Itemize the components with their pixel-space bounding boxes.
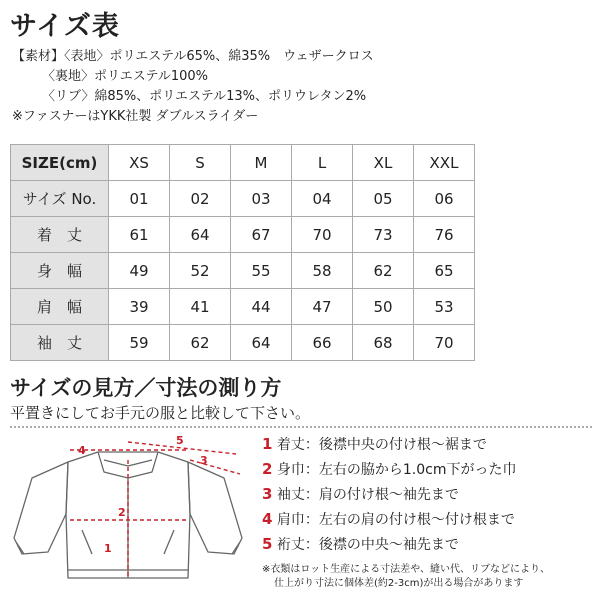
table-cell: 76 (414, 217, 475, 253)
table-cell: 68 (353, 325, 414, 361)
table-cell: 58 (292, 253, 353, 289)
note-line-2: 仕上がり寸法に個体差(約2-3cm)が出る場合があります (274, 578, 524, 589)
table-cell: 67 (231, 217, 292, 253)
table-cell: 05 (353, 181, 414, 217)
table-row (11, 289, 475, 325)
size-header: L (292, 145, 353, 181)
table-row (11, 325, 475, 361)
table-cell: 49 (109, 253, 170, 289)
table-cell: 62 (170, 325, 231, 361)
page-title: サイズ表 (10, 11, 120, 42)
material-line-4: ※ファスナーはYKK社製 ダブルスライダー (12, 109, 259, 124)
howto-item (262, 509, 515, 529)
row-label: 肩 幅 (11, 289, 109, 325)
table-cell: 55 (231, 253, 292, 289)
diagram-label-1: 1 (104, 542, 112, 555)
howto-num: 3 (262, 485, 273, 503)
howto-item (262, 459, 517, 479)
table-row (11, 253, 475, 289)
howto-text: 身巾：左右の脇から1.0cm下がった巾 (276, 462, 517, 478)
howto-num: 4 (262, 510, 273, 528)
howto-text: 着丈：後襟中央の付け根〜裾まで (276, 437, 487, 453)
size-header: XXL (414, 145, 475, 181)
table-cell: 01 (109, 181, 170, 217)
table-cell: 44 (231, 289, 292, 325)
table-row (11, 217, 475, 253)
size-header: S (170, 145, 231, 181)
howto-subtitle: 平置きにしてお手元の服と比較して下さい。 (10, 404, 311, 422)
howto-item (262, 534, 459, 554)
table-cell: 47 (292, 289, 353, 325)
howto-item (262, 484, 459, 504)
diagram-label-3: 3 (200, 454, 208, 467)
material-line-1: 【素材】〈表地〉ポリエステル65%、綿35% ウェザークロス (12, 49, 374, 64)
table-header-row (11, 145, 475, 181)
howto-title: サイズの見方／寸法の測り方 (10, 376, 282, 400)
howto-num: 1 (262, 435, 273, 453)
jacket-diagram (8, 430, 258, 598)
table-cell: 04 (292, 181, 353, 217)
size-header-label: SIZE(cm) (11, 145, 109, 181)
table-cell: 65 (414, 253, 475, 289)
diagram-label-2: 2 (118, 506, 126, 519)
table-cell: 66 (292, 325, 353, 361)
table-cell: 03 (231, 181, 292, 217)
howto-text: 袖丈：肩の付け根〜袖先まで (276, 487, 459, 503)
howto-text: 肩巾：左右の肩の付け根〜付け根まで (276, 512, 515, 528)
row-label: 着 丈 (11, 217, 109, 253)
table-cell: 39 (109, 289, 170, 325)
table-cell: 64 (231, 325, 292, 361)
table-cell: 41 (170, 289, 231, 325)
row-label: 袖 丈 (11, 325, 109, 361)
howto-text: 裄丈：後襟の中央〜袖先まで (276, 537, 459, 553)
table-cell: 53 (414, 289, 475, 325)
howto-num: 5 (262, 535, 273, 553)
table-cell: 61 (109, 217, 170, 253)
row-label: 身 幅 (11, 253, 109, 289)
material-line-2: 〈裏地〉ポリエステル100% (42, 69, 208, 84)
size-header: XS (109, 145, 170, 181)
howto-item (262, 434, 487, 454)
row-label: サイズ No. (11, 181, 109, 217)
note-line-1: ※衣類はロット生産による寸法差や、縫い代、リブなどにより、 (262, 564, 550, 575)
table-cell: 50 (353, 289, 414, 325)
table-cell: 73 (353, 217, 414, 253)
measure-line-3 (190, 460, 240, 474)
table-cell: 02 (170, 181, 231, 217)
diagram-label-5: 5 (176, 434, 184, 447)
diagram-label-4: 4 (78, 444, 86, 457)
material-line-3: 〈リブ〉綿85%、ポリエステル13%、ポリウレタン2% (42, 89, 367, 104)
size-header: XL (353, 145, 414, 181)
table-row (11, 181, 475, 217)
size-table (10, 144, 475, 361)
howto-num: 2 (262, 460, 273, 478)
table-cell: 06 (414, 181, 475, 217)
divider (10, 426, 592, 428)
table-cell: 62 (353, 253, 414, 289)
table-cell: 70 (414, 325, 475, 361)
table-cell: 59 (109, 325, 170, 361)
size-header: M (231, 145, 292, 181)
table-cell: 52 (170, 253, 231, 289)
table-cell: 70 (292, 217, 353, 253)
table-cell: 64 (170, 217, 231, 253)
